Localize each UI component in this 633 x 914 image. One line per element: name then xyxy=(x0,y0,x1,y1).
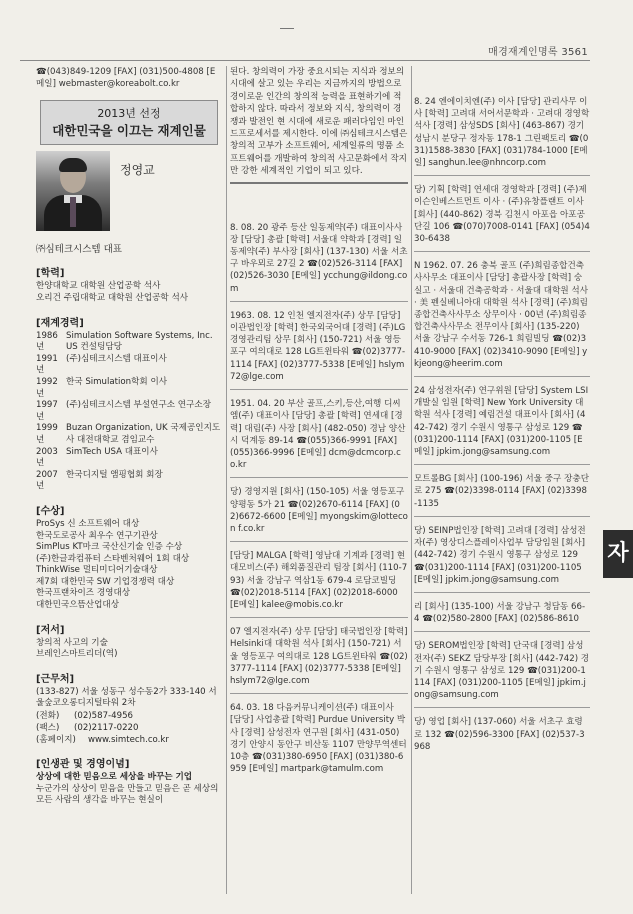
career-item: 2007년 한국디지털 앰핑협회 회장 xyxy=(36,469,163,492)
header-title: 매경재계인명록 3561 xyxy=(488,47,588,58)
office-phone: (전화) (02)587-4956 xyxy=(36,711,134,722)
book-heading: [저서] xyxy=(36,624,65,636)
directory-entry: 당) SEINP법인장 [학력] 고려대 [경력] 삼성전자(주) 영상디스플레이사업부 담당임원 [회사] (442-742) 경기 수원시 영통구 삼성로 129 ☎(031)200-1114 [FAX] (031)200-1105 [E메일] jpkim.jong@samsung.com xyxy=(414,525,586,585)
directory-entry: 당) 경영지원 [회사] (150-105) 서울 영등포구 양평동 5가 21 ☎(02)2670-6114 [FAX] (02)6672-6600 [E메일] myongskim@lottecon f.co.kr xyxy=(230,487,408,534)
page-header xyxy=(20,42,590,61)
essay-text: 누군가의 상상이 믿음을 만들고 믿음은 곧 세상의 모든 사람의 생각을 바꾸는 현실이 xyxy=(36,783,219,806)
directory-entry: 64. 03. 18 다음커뮤니케이션(주) 대표이사 [담당] 사업총괄 [학력] Purdue University 박사 [경력] 삼성전자 연구원 [회사] (431-050) 경기 안양시 동안구 비산동 1107 만양무역센터 10층 ☎(031)380-6950 [FAX] (031)380-6959 [E메일] martpark@tamulm.com xyxy=(230,703,407,775)
award-item: 한국도로공사 최우수 연구기관상 xyxy=(36,530,158,541)
profile xyxy=(36,151,222,231)
directory-entry: 07 엘지전자(주) 상무 [담당] 태국법인장 [학력] Helsinki대 대학원 석사 [회사] (150-721) 서울 영등포구 여의대로 128 LG트윈타워 ☎(02)3777-1114 [FAX] (02)3777-5338 [E메일] hslym72@lge.com xyxy=(230,627,408,686)
edu-item: 한양대학교 대학원 산업공학 석사 xyxy=(36,281,161,292)
career-item: 1997년 (주)심테크시스템 부설연구소 연구소장 xyxy=(36,400,211,422)
divider xyxy=(230,541,408,542)
career-item: 1991년 (주)심테크시스템 대표이사 xyxy=(36,353,167,376)
office-homepage: (홈페이지) www.simtech.co.kr xyxy=(36,735,169,746)
essay-heading: [인생관 및 경영이념] xyxy=(36,759,130,771)
award-item: 한국프랜차이즈 경영대상 xyxy=(36,588,131,599)
directory-entry: [담당] MALGA [학력] 영남대 기계과 [경력] 현대모비스(주) 해외품질관리 팀장 [회사] (110-793) 서울 강남구 역삼1동 679-4 로담코빌딩 ☎(02)2018-5114 [FAX] (02)2018-6000 [E메일] kalee@mobis.co.kr xyxy=(230,551,408,610)
edu-heading: [학력] xyxy=(36,268,65,280)
award-heading: [수상] xyxy=(36,505,65,517)
career-item: 2003년 SimTech USA 대표이사 xyxy=(36,446,158,469)
divider xyxy=(230,693,408,694)
divider xyxy=(230,301,408,302)
feature-main-title: 대한민국을 이끄는 재계인물 xyxy=(52,123,206,139)
award-item: ProSys 신 소프트웨어 대상 xyxy=(36,518,140,529)
divider xyxy=(230,477,408,478)
divider xyxy=(230,389,408,390)
feature-top-contact: ☎(043)849-1209 [FAX] (031)500-4808 [E메일] webmaster@koreabolt.co.kr xyxy=(36,67,216,90)
book-item: 브레인스마트리더(역) xyxy=(36,649,118,660)
award-item: 대한민국으뜸산업대상 xyxy=(36,600,120,611)
book-item: 창의적 사고의 기술 xyxy=(36,637,108,648)
award-item: 제7회 대한민국 SW 기업경쟁력 대상 xyxy=(36,576,175,587)
divider xyxy=(230,617,408,618)
directory-entry: 당) 기획 [학력] 연세대 경영학과 [경력] (주)제이슨인베스트먼트 이사 · (주)유창플랜트 이사 [회사] (440-862) 경북 김천시 아포읍 아포공단길 106 ☎(070)7008-0141 [FAX] (054)430-6438 xyxy=(414,185,590,245)
divider xyxy=(230,182,408,184)
directory-entry: 8. 24 엔에이치엔(주) 이사 [담당] 관리사무 이사 [학력] 고려대 서어서문학과 · 고려대 경영학 석사 [경력] 삼성SDS [회사] (463-867) 경기 성남시 분당구 정자동 178-1 그린팩토리 ☎(031)1588-3830 [FAX] (031)784-1000 [E메일] sanghun.lee@nhncorp.com xyxy=(414,97,590,169)
directory-entry: 1963. 08. 12 인천 엘지전자(주) 상무 [담당] 이관법인장 [학력] 한국외국어대 [경력] (주)LG경영관리팀 상무 [회사] (150-721) 서울 영등포구 여의대로 128 LG트윈타워 ☎(02)3777-1114 [FAX] (02)3777-5338 [E메일] hslym72@lge.com xyxy=(230,310,406,382)
directory-entry: 리 [회사] (135-100) 서울 강남구 청담동 66-4 ☎(02)580-2800 [FAX] (02)586-8610 xyxy=(414,601,586,625)
divider xyxy=(414,516,590,517)
award-item: (주)한글과컴퓨터 스타벤처웨어 1회 대상 xyxy=(36,553,190,564)
directory-entry: 8. 08. 20 광주 등산 일동제약(주) 대표이사사장 [담당] 총괄 [학력] 서울대 약학과 [경력] 일동제약(주) 부사장 [회사] (137-130) 서울 서초구 바우뫼로 27길 2 ☎(02)526-3114 [FAX] (02)526-3030 [E메일] ycchung@ildong.com xyxy=(230,222,408,294)
feature-year-title: 2013년 선정 xyxy=(97,107,161,121)
company-title: ㈜심테크시스템 대표 xyxy=(36,244,122,256)
person-name: 정영교 xyxy=(120,163,155,178)
divider xyxy=(414,376,590,377)
office-fax: (팩스) (02)2117-0220 xyxy=(36,723,139,734)
career-item: 1999년 Buzan Organization, UK 국제공인지도사 대전대학교 겸임교수 xyxy=(36,423,221,445)
column-3 xyxy=(414,66,590,904)
divider xyxy=(414,631,590,632)
column-2 xyxy=(230,66,408,904)
essay-continued: 된다. 창의력이 가장 중요시되는 지식과 정보의 시대에 살고 있는 우리는 지금까지의 방법으로 경이로운 인간의 창의적 능력을 표현하기에 적합하지 않다. 따라서 정보와 지식, 창의력이 경쟁과 발전인 현 시대에 새로운 패러다임인 마인드프로세서를 제시한다. 이에 ㈜심테크시스템은 창의적 고부가 소프트웨어, 세계일류의 명품 소프트웨어를 개발하여 창의적 사고문화에서 작지만 강한 세계적인 기업이 되고 있다. xyxy=(230,67,408,177)
career-item: 1986년 Simulation Software Systems, Inc. US 컨설팅담당 xyxy=(36,330,213,353)
divider xyxy=(414,592,590,593)
column-feature xyxy=(36,66,222,904)
portrait-photo xyxy=(36,151,110,231)
directory-entry: 당) 영업 [회사] (137-060) 서울 서초구 효령로 132 ☎(02)596-3300 [FAX] (02)537-3968 xyxy=(414,717,585,752)
index-tab: 자 xyxy=(603,530,633,578)
office-address: (133-827) 서울 성동구 성수동2가 333-140 서울숲코오롱디지털타워 2차 xyxy=(36,686,217,709)
directory-entry: N 1962. 07. 26 충북 골프 (주)희림종합건축사사무소 대표이사 [담당] 총괄사장 [학력] 숭실고 · 서울대 건축공학과 · 서울대 대학원 석사 · 美 펜실베니아대 대학원 석사 [경력] (주)희림종합건축사사무소 상무이사 · 00년 (주)희림종합건축사사무소 전무이사 [회사] (135-220) 서울 강남구 수서동 726-1 희림빌딩 ☎(02)3410-9000 [FAX] (02)3410-9090 [E메일] ykjeong@heerim.com xyxy=(414,261,589,369)
essay-lead: 상상에 대한 믿음으로 세상을 바꾸는 기업 xyxy=(36,772,193,783)
top-mark xyxy=(280,28,294,29)
directory-entry: 모트롤BG [회사] (100-196) 서울 중구 장충단로 275 ☎(02)3398-0114 [FAX] (02)3398-1135 xyxy=(414,474,589,509)
column-divider xyxy=(226,66,227,894)
office-heading: [근무처] xyxy=(36,673,75,685)
directory-entry: 1951. 04. 20 부산 골프,스키,등산,여행 디씨엠(주) 대표이사 [담당] 총괄 [학력] 연세대 [경력] 대림(주) 사장 [회사] (482-050) 경남 양산시 덕계동 89-14 ☎(055)366-9991 [FAX] (055)366-9996 [E메일] dcm@dcmcorp.co.kr xyxy=(230,399,406,471)
award-item: SimPlus KT마크 국산신기술 인증 수상 xyxy=(36,542,183,553)
career-item: 1992년 한국 Simulation학회 이사 xyxy=(36,376,168,399)
divider xyxy=(414,251,590,252)
edu-item: 오리건 주립대학교 대학원 산업공학 석사 xyxy=(36,293,189,303)
award-item: ThinkWise 멀티미디어기술대상 xyxy=(36,565,158,576)
directory-entry: 24 삼성전자(주) 연구위원 [담당] System LSI 개발실 임원 [학력] New York University 대학원 석사 [경력] 예림건설 대표이사 [회사] (442-742) 경기 수원시 영통구 삼성로 129 ☎(031)200-1114 [FAX] (031)200-1105 [E메일] jpkim.jong@samsung.com xyxy=(414,386,589,458)
directory-entry: 당) SEROM법인장 [학력] 단국대 [경력] 삼성전자(주) SEKZ 담당부장 [회사] (442-742) 경기 수원시 영통구 삼성로 129 ☎(031)200-1114 [FAX] (031)200-1105 [E메일] jpkim.jong@samsung.com xyxy=(414,641,590,701)
column-divider xyxy=(411,66,412,894)
divider xyxy=(414,707,590,708)
feature-banner xyxy=(40,100,218,145)
divider xyxy=(414,175,590,176)
divider xyxy=(414,464,590,465)
career-heading: [재계경력] xyxy=(36,317,84,329)
